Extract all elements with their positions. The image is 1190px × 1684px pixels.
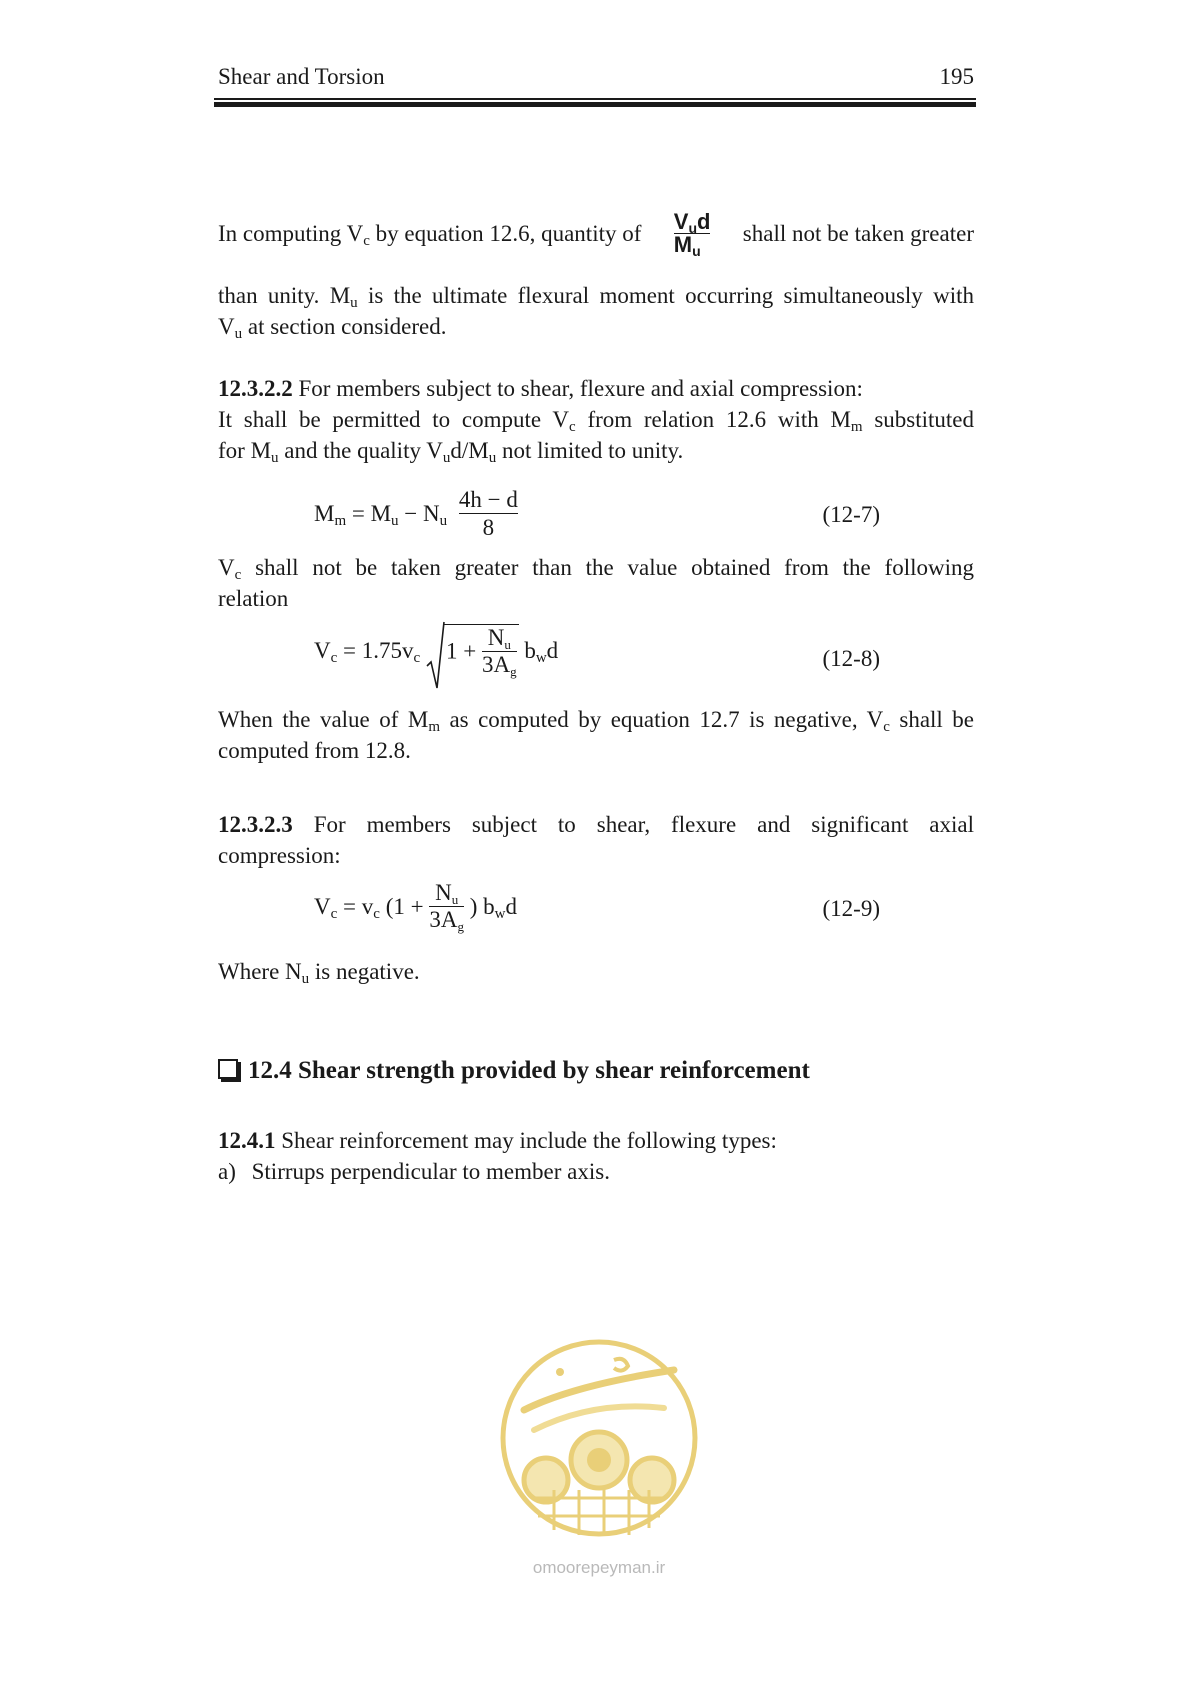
paragraph-line: $V_u$ at section considered. [218,314,447,342]
paragraph-line: $V_c$ shall not be taken greater than the value obtained from the following [218,555,974,583]
paragraph-line: Where $N_u$ is negative. [218,959,420,987]
equation-number: (12-7) [822,502,880,527]
paragraph-line: for $M_u$ and the quality $V_ud/M_u$ not limited to unity. [218,438,684,466]
section-number: 12.4.1 [218,1128,276,1153]
section-number: 12.3.2.3 [218,812,293,837]
section-12-4-1: 12.4.1 Shear reinforcement may include the following types: [218,1128,777,1153]
publisher-seal-icon [494,1330,704,1550]
text-run: In computing $V_c$ by equation 12.6, quantity of [218,220,642,249]
paragraph-line: relation [218,586,289,611]
header-rule-thin [214,98,976,100]
equation-12-7 [218,486,974,556]
list-item [218,1155,974,1188]
section-12-3-2-3: 12.3.2.3 For members subject to shear, flexure and significant axial [218,812,974,837]
radical-sign-icon [426,620,446,692]
text-run: shall not be taken greater [742,220,974,246]
equation-number: (12-8) [822,646,880,671]
fraction: $\frac{4h - d}{8}$ [458,487,518,540]
header-rule-thick [214,102,976,107]
equation-expression: $V_c = v_c$ (1 + $\frac{N_u}{3A_g}$ ) $b_wd$ [314,880,517,934]
equation-number: (12-9) [822,896,880,921]
paragraph-line: computed from 12.8. [218,738,411,763]
paragraph-line [218,209,974,259]
paragraph-line: It shall be permitted to compute $V_c$ from relation 12.6 with $M_m$ substituted [218,407,974,435]
header-title: Shear and Torsion [218,64,385,89]
paragraph-line: compression: [218,843,341,868]
fraction: $\frac{N_u}{3A_g}$ [429,880,464,934]
watermark-url: omoorepeyman.ir [532,1558,666,1577]
page-number: 195 [939,64,974,89]
watermark-logo [494,1330,704,1600]
fraction: $\frac{N_u}{3A_g}$ [481,625,517,679]
running-header [218,64,974,94]
equation-12-8 [218,624,974,694]
section-heading-12-4: 12.4 Shear strength provided by shear reinforcement [218,1057,810,1085]
list-item-text: Stirrups perpendicular to member axis. [251,1159,610,1184]
section-12-3-2-2: 12.3.2.2 For members subject to shear, flexure and axial compression: [218,376,863,401]
equation-expression: $V_c = 1.75v_c$ 1 + $\frac{N_u}{3A_g}$ $b_wd$ [314,624,558,678]
equation-12-9 [218,880,974,950]
checkbox-bullet-icon [218,1059,238,1079]
paragraph-vc-limit [218,209,974,259]
paragraph-line: When the value of $M_m$ as computed by equation 12.7 is negative, $V_c$ shall be [218,707,974,735]
list-marker: a) [218,1159,236,1184]
equation-expression: $M_m = M_u - N_u$ $\frac{4h - d}{8}$ [314,487,518,540]
fraction-vud-mu: $\frac{V_ud}{M_u}$ [673,209,711,259]
section-number: 12.3.2.2 [218,376,293,401]
paragraph-line: than unity. $M_u$ is the ultimate flexural moment occurring simultaneously with [218,283,974,311]
square-root: 1 + $\frac{N_u}{3A_g}$ [426,624,519,678]
